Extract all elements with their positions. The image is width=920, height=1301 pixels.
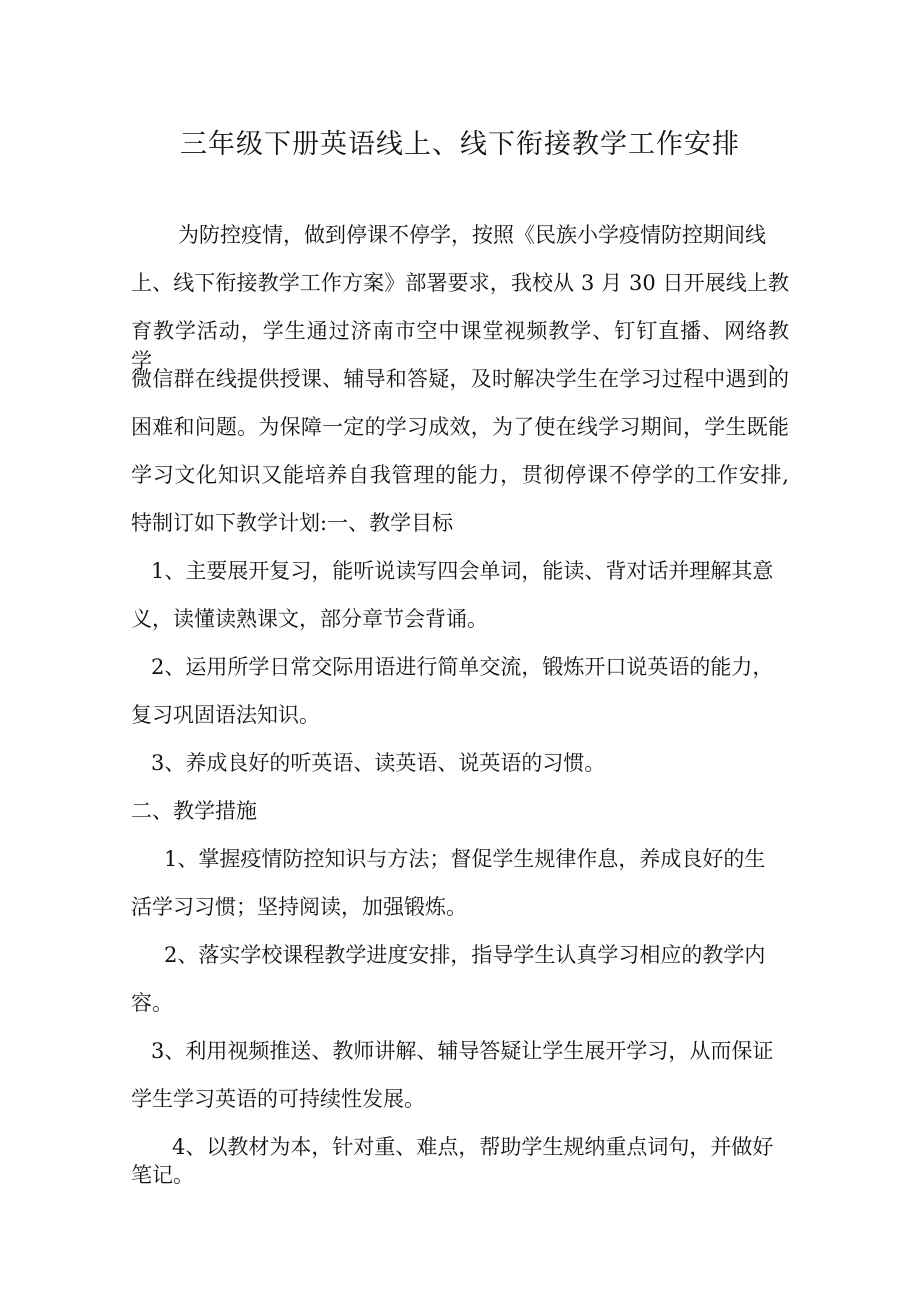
measure-2-line-2: 容。 xyxy=(131,991,173,1015)
intro-line-5: 困难和问题。为保障一定的学习成效，为了使在线学习期间，学生既能 xyxy=(131,415,789,439)
goal-2-line-1: 2、运用所学日常交际用语进行简单交流，锻炼开口说英语的能力， xyxy=(151,655,774,679)
goal-1-line-1: 1、主要展开复习，能听说读写四会单词，能读、背对话并理解其意 xyxy=(151,559,774,583)
intro-line-1: 为防控疫情，做到停课不停学，按照《民族小学疫情防控期间线 xyxy=(178,223,766,247)
measure-3-line-1: 3、利用视频推送、教师讲解、辅导答疑让学生展开学习，从而保证 xyxy=(151,1039,774,1063)
document-title: 三年级下册英语线上、线下衔接教学工作安排 xyxy=(180,129,740,160)
section-2-heading: 二、教学措施 xyxy=(131,799,257,823)
goal-1-line-2: 义，读懂读熟课文，部分章节会背诵。 xyxy=(131,607,488,631)
intro-line-6: 学习文化知识又能培养自我管理的能力，贯彻停课不停学的工作安排, xyxy=(131,463,789,487)
measure-4-line-2: 笔记。 xyxy=(131,1163,194,1187)
goal-2-line-2: 复习巩固语法知识。 xyxy=(131,703,320,727)
measure-1-line-2: 活学习习惯；坚持阅读，加强锻炼。 xyxy=(131,895,467,919)
measure-2-line-1: 2、落实学校课程教学进度安排，指导学生认真学习相应的教学内 xyxy=(164,943,766,967)
measure-3-line-2: 学生学习英语的可持续性发展。 xyxy=(131,1087,425,1111)
intro-line-4: 微信群在线提供授课、辅导和答疑，及时解决学生在学习过程中遇到的 xyxy=(131,367,789,391)
intro-line-3: 育教学活动，学生通过济南市空中课堂视频教学、钉钉直播、网络教学、 xyxy=(131,319,789,373)
measure-1-line-1: 1、掌握疫情防控知识与方法；督促学生规律作息，养成良好的生 xyxy=(164,847,766,871)
measure-4-line-1: 4、以教材为本，针对重、难点，帮助学生规纳重点词句，并做好 xyxy=(172,1135,774,1159)
goal-3-line-1: 3、养成良好的听英语、读英语、说英语的习惯。 xyxy=(151,751,606,775)
intro-line-2: 上、线下衔接教学工作方案》部署要求，我校从 3 月 30 日开展线上教 xyxy=(131,271,789,295)
intro-line-7: 特制订如下教学计划:一、教学目标 xyxy=(131,511,454,535)
